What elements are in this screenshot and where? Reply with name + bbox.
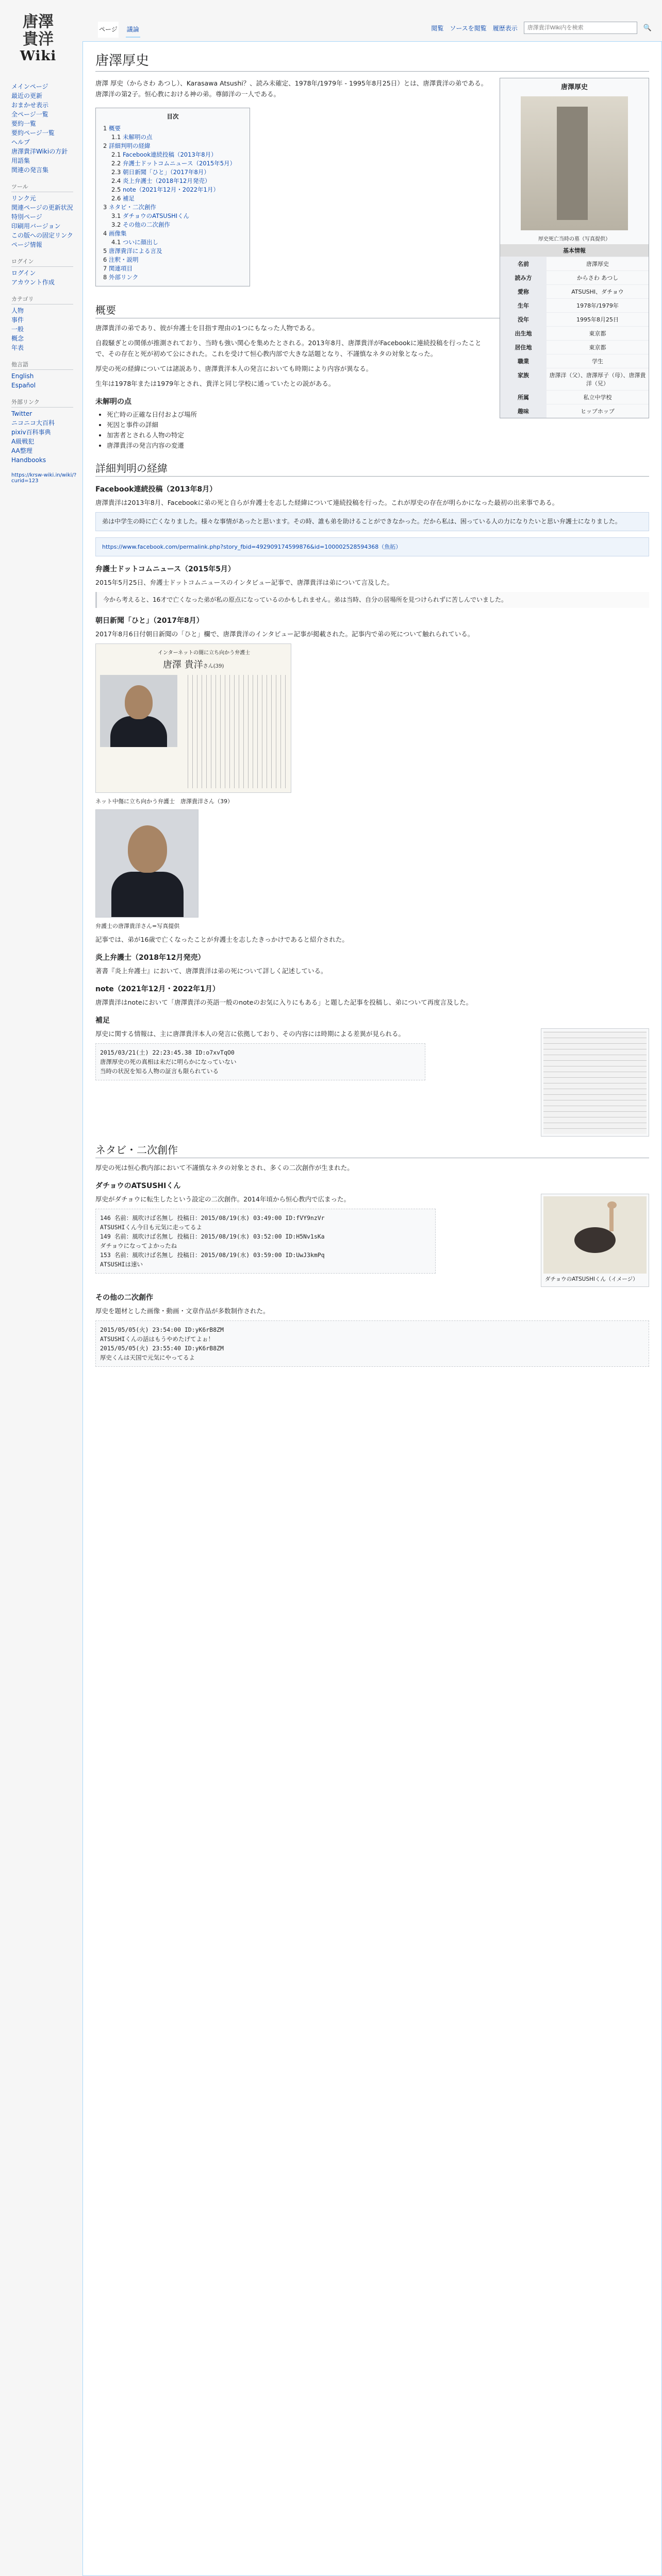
toc-subitem[interactable]: 2.4 炎上弁護士（2018年12月発売）: [111, 177, 211, 184]
heading-neta: ネタビ・二次創作: [95, 1142, 649, 1158]
tab-view-source[interactable]: ソースを閲覧: [450, 24, 487, 32]
top-header: [82, 0, 662, 41]
sidebar-item[interactable]: Español: [11, 382, 36, 389]
portrait-suit: [111, 872, 184, 918]
infobox-row: [500, 390, 649, 404]
infobox-row: [500, 404, 649, 418]
table-of-contents: [95, 108, 250, 286]
infobox-key: 所属: [500, 391, 547, 404]
clipping-name-suffix: さん(39): [203, 664, 224, 669]
toc-subitem[interactable]: 1.1 未解明の点: [111, 133, 153, 141]
infobox-value: 唐澤厚史: [586, 261, 609, 267]
fb-link[interactable]: [95, 537, 649, 556]
ostrich-head: [607, 1201, 617, 1209]
ostrich-neck: [609, 1206, 614, 1231]
infobox-rows: [500, 257, 649, 418]
asahi-paragraph: 2017年8月6日付朝日新聞の「ひと」欄で、唐澤貴洋のインタビュー記事が掲載された。記事内で弟の死について触れられている。: [95, 630, 474, 638]
sidebar-item[interactable]: 概念: [11, 335, 24, 342]
infobox-row: [500, 354, 649, 368]
sidebar-heading: 他言語: [11, 360, 73, 370]
sidebar-item[interactable]: 唐澤貴洋Wikiの方針: [11, 148, 68, 155]
sidebar-item[interactable]: 年表: [11, 344, 24, 351]
sidebar-item[interactable]: English: [11, 372, 34, 380]
other-log: 2015/05/05(火) 23:54:00 ID:yK6rB8ZM ATSUSHIくんの話はもうやめたげてよぉ！ 2015/05/05(火) 23:55:40 ID:yK6rB8ZM 厚史くんは天国で元気にやってるよ: [95, 1320, 649, 1367]
hosoku-paragraph: 厚史に関する情報は、主に唐澤貴洋本人の発言に依拠しており、その内容には時期による差異が見られる。: [95, 1030, 405, 1038]
infobox-value: ATSUSHI、ダチョウ: [571, 289, 624, 295]
sidebar-item[interactable]: 特別ページ: [11, 213, 42, 221]
logo-line2: 貴洋: [23, 30, 54, 48]
heading-facebook: Facebook連続投稿（2013年8月）: [95, 485, 217, 494]
infobox-value: ヒップホップ: [581, 408, 615, 415]
fb-permalink[interactable]: https://www.facebook.com/permalink.php?story_fbid=492909174599876&id=100002528594368（魚拓）: [102, 544, 402, 550]
overview-paragraph: 自殺騒ぎとの関係が推測されており、当時も強い関心を集めたとされる。2013年8月、唐澤貴洋がFacebookに連続投稿を行ったことで、その存在と死が初めて公にされた。これを受けて恒心教内部で大きな話題となり、不謹慎なネタの対象となった。: [95, 339, 482, 358]
heading-enjo: 炎上弁護士（2018年12月発売）: [95, 954, 205, 962]
list-item: • 唐澤貴洋の発言内容の変遷: [107, 440, 649, 451]
overview-paragraph: 生年は1978年または1979年とされ、貴洋と同じ学校に通っていたとの説がある。: [95, 380, 335, 387]
infobox-value: 東京都: [589, 344, 606, 351]
infobox: [500, 78, 649, 418]
page-title: 唐澤厚史: [95, 50, 649, 72]
toc-subitem[interactable]: 2.1 Facebook連続投稿（2013年8月）: [111, 151, 217, 158]
sidebar-item[interactable]: この版への固定リンク: [11, 232, 73, 239]
sidebar-item[interactable]: 一般: [11, 326, 24, 333]
sidebar-footer-link[interactable]: https://krsw-wiki.in/wiki/?curid=123: [11, 472, 77, 484]
sidebar-item[interactable]: メインページ: [11, 83, 48, 90]
toc-subitem[interactable]: 3.1 ダチョウのATSUSHIくん: [111, 212, 190, 219]
sidebar-item[interactable]: リンク元: [11, 195, 36, 202]
enjo-paragraph: 著書『炎上弁護士』において、唐澤貴洋は弟の死について詳しく記述している。: [95, 967, 327, 975]
infobox-title: 唐澤厚史: [560, 83, 588, 91]
toc-item[interactable]: 4 画像集: [103, 230, 127, 237]
infobox-row: [500, 257, 649, 270]
bengo-paragraph: 2015年5月25日、弁護士ドットコムニュースのインタビュー記事で、唐澤貴洋は弟について言及した。: [95, 579, 394, 586]
clipping-head: インターネットの闇に立ち向かう弁護士: [158, 650, 251, 656]
portrait-caption: 弁護士の唐澤貴洋さん=写真提供: [95, 923, 180, 929]
list-item: • 死亡時の正確な日付および場所: [107, 410, 649, 420]
sidebar-item[interactable]: Twitter: [11, 410, 32, 417]
sidebar-item[interactable]: Handbooks: [11, 456, 46, 464]
heading-note: note（2021年12月・2022年1月）: [95, 985, 220, 993]
tab-talk[interactable]: 議論: [126, 22, 140, 38]
bengo-quote: 今から考えると、16才で亡くなった弟が私の原点になっているのかもしれません。弟は当時、自分の居場所を見つけられずに苦しんでいました。: [95, 592, 649, 608]
toc-item[interactable]: 1 概要: [103, 125, 121, 132]
list-item: • 加害者とされる人物の特定: [107, 430, 649, 440]
toc-item[interactable]: 8 外部リンク: [103, 274, 139, 281]
sidebar-item[interactable]: 関連の発言集: [11, 166, 49, 174]
infobox-key: 生年: [500, 299, 547, 312]
infobox-key: 読み方: [500, 271, 547, 284]
portrait-photo[interactable]: [95, 809, 198, 918]
asahi-after: 記事では、弟が16歳で亡くなったことが弁護士を志したきっかけであると紹介された。: [95, 936, 349, 943]
toc-item[interactable]: 5 唐澤貴洋による言及: [103, 247, 162, 255]
sidebar: [0, 0, 82, 2576]
sidebar-item[interactable]: 人物: [11, 307, 24, 314]
sidebar-item[interactable]: ログイン: [11, 269, 36, 277]
toc-subitem[interactable]: 2.5 note（2021年12月・2022年1月）: [111, 186, 219, 193]
overview-paragraph: 唐澤貴洋の弟であり、彼が弁護士を目指す理由の1つにもなった人物である。: [95, 324, 319, 332]
note-paragraph: 唐澤貴洋はnoteにおいて「唐澤貴洋の英語一般のnoteのお気に入りにもある」と題した記事を投稿し、弟について再度言及した。: [95, 998, 473, 1006]
sidebar-item[interactable]: AA整理: [11, 447, 32, 454]
heading-overview: 概要: [95, 302, 649, 318]
clipping-name-text: 唐澤 貴洋: [163, 659, 203, 670]
sidebar-item[interactable]: 用語集: [11, 157, 30, 164]
sidebar-heading: 外部リンク: [11, 398, 73, 408]
heading-details: 詳細判明の経緯: [95, 460, 649, 477]
toc-subitem[interactable]: 3.2 その他の二次創作: [111, 221, 170, 228]
search-input[interactable]: [524, 22, 637, 34]
infobox-row: [500, 368, 649, 390]
toc-subitem[interactable]: 4.1 ついに顔出し: [111, 239, 158, 246]
heading-asahi: 朝日新聞「ひと」（2017年8月）: [95, 617, 204, 625]
clipping-name: [163, 657, 224, 671]
site-logo[interactable]: [7, 0, 69, 77]
infobox-image[interactable]: [521, 96, 628, 230]
infobox-value: 私立中学校: [583, 394, 612, 401]
dacho-log: 146 名前：風吹けば名無し 投稿日：2015/08/19(水) 03:49:00 ID:fVY9nzVr ATSUSHIくん今日も元気に走ってるよ 149 名前：風吹けば名無し 投稿日：2015/08/19(水) 03:52:00 ID:H5Nv1sKa ダチョウになってよかったね 153 名前：風吹けば名無し 投稿日：2015/08/19(水) 03:59:00 ID:UwJ3kmPq ATSUSHIは速い: [95, 1209, 436, 1274]
sidebar-nav: [11, 77, 82, 464]
tab-read[interactable]: 閲覧: [431, 24, 444, 32]
fb-quote: 弟は中学生の時に亡くなりました。様々な事情があったと思います。その時、誰も弟を助けることができなかった。だから私は、困っている人の力になりたいと思い弁護士になりました。: [95, 512, 649, 531]
infobox-key: 名前: [500, 257, 547, 270]
tab-history[interactable]: 履歴表示: [492, 24, 518, 32]
infobox-row: [500, 312, 649, 326]
toc-subitem[interactable]: 2.6 補足: [111, 195, 135, 202]
clipping-photo: [100, 675, 177, 747]
infobox-value: 1995年8月25日: [576, 316, 619, 323]
dacho-figure[interactable]: [541, 1194, 649, 1287]
toc-item[interactable]: 3 ネタビ・二次創作: [103, 204, 156, 211]
newspaper-clipping[interactable]: [95, 643, 291, 793]
clipping-text: [184, 675, 287, 788]
hosoku-figure-image: [543, 1031, 647, 1134]
logo-line1: 唐澤: [23, 13, 54, 31]
infobox-key: 出生地: [500, 327, 547, 340]
ostrich-image: [543, 1196, 647, 1274]
infobox-row: [500, 284, 649, 298]
infobox-section: 基本情報: [500, 244, 649, 257]
main-content: [82, 41, 662, 2576]
hosoku-figure[interactable]: [541, 1028, 649, 1137]
sidebar-item[interactable]: A級戦犯: [11, 438, 35, 445]
tab-page[interactable]: ページ: [98, 22, 119, 38]
infobox-key: 愛称: [500, 285, 547, 298]
sidebar-item[interactable]: 要約一覧: [11, 120, 37, 127]
toc-list: [103, 124, 242, 282]
toc-item[interactable]: 7 関連項目: [103, 265, 133, 272]
heading-hosoku: 補足: [95, 1016, 110, 1025]
heading-bengo: 弁護士ドットコムニュース（2015年5月）: [95, 565, 235, 573]
infobox-key: 家族: [500, 368, 547, 390]
sidebar-item[interactable]: 事件: [11, 316, 24, 324]
heading-dacho: ダチョウのATSUSHIくん: [95, 1182, 181, 1190]
clipping-caption: ネット中傷に立ち向かう弁護士 唐澤貴洋さん（39）: [95, 798, 233, 805]
toc-title: 目次: [167, 113, 179, 120]
dacho-figure-caption: ダチョウのATSUSHIくん（イメージ）: [545, 1276, 638, 1282]
sidebar-item[interactable]: 最近の更新: [11, 92, 43, 99]
sidebar-item[interactable]: ページ情報: [11, 241, 42, 248]
sidebar-item[interactable]: アカウント作成: [11, 279, 55, 286]
person-face: [125, 685, 153, 719]
toc-item[interactable]: 6 注釈・説明: [103, 256, 139, 263]
toc-subitem[interactable]: 2.3 朝日新聞「ひと」（2017年8月）: [111, 168, 210, 176]
infobox-key: 没年: [500, 313, 547, 326]
toc-item[interactable]: 2 詳細判明の経緯: [103, 142, 151, 149]
sidebar-heading: ログイン: [11, 257, 73, 267]
sidebar-item[interactable]: pixiv百科事典: [11, 429, 51, 436]
list-item: • 死因と事件の詳細: [107, 420, 649, 430]
portrait-face: [128, 825, 167, 873]
infobox-key: 職業: [500, 354, 547, 368]
infobox-caption: 厚史死亡当時の墓（写真提供）: [538, 236, 610, 242]
sidebar-heading: カテゴリ: [11, 295, 73, 304]
infobox-row: [500, 298, 649, 312]
infobox-key: 居住地: [500, 341, 547, 354]
sidebar-heading: ツール: [11, 182, 73, 192]
sidebar-item[interactable]: 関連ページの更新状況: [11, 204, 73, 211]
intro-paragraph: 唐澤 厚史（からさわ あつし）、Karasawa Atsushi？、読み未確定、1978年/1979年 - 1995年8月25日）とは、唐澤貴洋の弟である。唐澤洋の第2子。恒心教における神の弟。尊師洋の一人である。: [95, 79, 488, 98]
sidebar-item[interactable]: ニコニコ大百科: [11, 419, 55, 427]
search-icon[interactable]: 🔍: [643, 24, 652, 32]
overview-paragraph: 厚史の死の経緯については諸説あり、唐澤貴洋本人の発言においても時期により内容が異なる。: [95, 365, 373, 372]
infobox-value: からさわ あつし: [576, 275, 619, 281]
infobox-key: 趣味: [500, 404, 547, 418]
other-paragraph: 厚史を題材とした画像・動画・文章作品が多数制作された。: [95, 1307, 270, 1315]
infobox-value: 学生: [592, 358, 603, 365]
neta-paragraph: 厚史の死は恒心教内部において不謹慎なネタの対象とされ、多くの二次創作が生まれた。: [95, 1164, 354, 1172]
infobox-value: 東京都: [589, 330, 606, 337]
heading-unknown: 未解明の点: [95, 398, 131, 406]
person-suit: [110, 716, 167, 747]
infobox-row: [500, 340, 649, 354]
dacho-paragraph: 厚史がダチョウに転生したという設定の二次創作。2014年頃から恒心教内で広まった。: [95, 1195, 350, 1203]
infobox-row: [500, 326, 649, 340]
sidebar-item[interactable]: ヘルプ: [11, 139, 30, 146]
sidebar-item[interactable]: おまかせ表示: [11, 101, 49, 109]
sidebar-item[interactable]: 全ページ一覧: [11, 111, 48, 118]
sidebar-spacer: [11, 77, 82, 81]
hosoku-log: 2015/03/21(土) 22:23:45.38 ID:o7xvTqO0 唐澤厚史の死の真相は未だに明らかになっていない 当時の状況を知る人物の証言も限られている: [95, 1043, 425, 1080]
logo-wiki: Wiki: [20, 48, 57, 64]
infobox-value: 1978年/1979年: [576, 302, 619, 309]
page-tabs: [98, 22, 140, 38]
sidebar-item[interactable]: 要約ページ一覧: [11, 129, 55, 137]
view-tabs: [431, 22, 652, 34]
infobox-row: [500, 270, 649, 284]
heading-other: その他の二次創作: [95, 1294, 153, 1302]
infobox-value: 唐澤洋（父）、唐澤厚子（母）、唐澤貴洋（兄）: [549, 372, 646, 387]
sidebar-item[interactable]: 印刷用バージョン: [11, 223, 61, 230]
fb-paragraph: 唐澤貴洋は2013年8月、Facebookに弟の死と自らが弁護士を志した経緯について連続投稿を行った。これが厚史の存在が明らかになった最初の出来事である。: [95, 499, 559, 506]
toc-subitem[interactable]: 2.2 弁護士ドットコムニュース（2015年5月）: [111, 160, 236, 167]
